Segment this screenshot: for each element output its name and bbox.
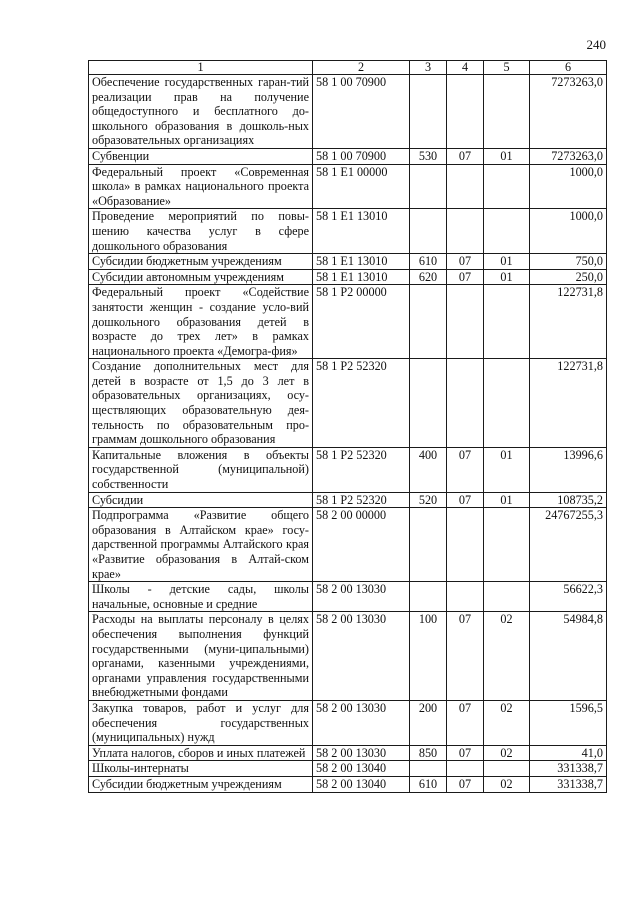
row-expense-type: 400	[410, 447, 447, 492]
row-amount: 54984,8	[530, 612, 607, 701]
row-section: 07	[447, 269, 484, 285]
row-section: 07	[447, 612, 484, 701]
table-row	[89, 269, 607, 285]
row-amount: 1000,0	[530, 209, 607, 254]
row-name: Закупка товаров, работ и услуг для обеспечения государственных (муниципальных) нужд	[89, 700, 313, 745]
row-expense-type: 610	[410, 776, 447, 792]
row-name: Школы-интернаты	[89, 761, 313, 777]
row-code: 58 2 00 13040	[313, 761, 410, 777]
table-row	[89, 75, 607, 149]
table-row	[89, 582, 607, 612]
row-subsection: 02	[484, 745, 530, 761]
table-row	[89, 745, 607, 761]
row-name: Капитальные вложения в объекты государственной (муниципальной) собственности	[89, 447, 313, 492]
table-row	[89, 508, 607, 582]
row-subsection	[484, 761, 530, 777]
row-code: 58 1 P2 52320	[313, 359, 410, 448]
row-section: 07	[447, 776, 484, 792]
row-section: 07	[447, 745, 484, 761]
row-name: Субсидии автономным учреждениям	[89, 269, 313, 285]
row-section	[447, 75, 484, 149]
row-expense-type: 620	[410, 269, 447, 285]
row-name: Федеральный проект «Содействие занятости женщин - создание усло-вий дошкольного образования детей в возрасте до трех лет» в рамках национального проекта «Демогра-фия»	[89, 285, 313, 359]
page-number: 240	[586, 37, 606, 52]
row-name: Федеральный проект «Современная школа» в рамках национального проекта «Образование»	[89, 164, 313, 209]
header-col-1: 1	[89, 61, 313, 75]
table-body	[89, 75, 607, 793]
row-amount: 24767255,3	[530, 508, 607, 582]
row-code: 58 1 P2 00000	[313, 285, 410, 359]
row-code: 58 1 P2 52320	[313, 492, 410, 508]
row-name: Субвенции	[89, 148, 313, 164]
row-subsection	[484, 75, 530, 149]
row-expense-type	[410, 761, 447, 777]
row-code: 58 1 00 70900	[313, 75, 410, 149]
row-amount: 108735,2	[530, 492, 607, 508]
row-amount: 122731,8	[530, 359, 607, 448]
row-section: 07	[447, 254, 484, 270]
row-amount: 1000,0	[530, 164, 607, 209]
table-row	[89, 254, 607, 270]
row-name: Субсидии	[89, 492, 313, 508]
row-section: 07	[447, 492, 484, 508]
row-subsection	[484, 508, 530, 582]
row-amount: 1596,5	[530, 700, 607, 745]
row-code: 58 2 00 13030	[313, 582, 410, 612]
row-subsection: 02	[484, 612, 530, 701]
row-name: Субсидии бюджетным учреждениям	[89, 776, 313, 792]
table-row	[89, 148, 607, 164]
row-name: Обеспечение государственных гаран-тий реализации прав на получение общедоступного и бесплатного до-школьного образования в дошколь-ных образовательных организациях	[89, 75, 313, 149]
row-name: Подпрограмма «Развитие общего образования в Алтайском крае» госу-дарственной программы Алтайского края «Развитие образования в Алтай-ском крае»	[89, 508, 313, 582]
row-expense-type: 850	[410, 745, 447, 761]
table-row	[89, 447, 607, 492]
row-subsection: 01	[484, 447, 530, 492]
row-amount: 122731,8	[530, 285, 607, 359]
row-expense-type	[410, 209, 447, 254]
row-expense-type: 520	[410, 492, 447, 508]
row-expense-type: 100	[410, 612, 447, 701]
row-code: 58 1 P2 52320	[313, 447, 410, 492]
row-name: Проведение мероприятий по повы-шению качества услуг в сфере дошкольного образования	[89, 209, 313, 254]
row-section: 07	[447, 447, 484, 492]
row-code: 58 1 E1 00000	[313, 164, 410, 209]
row-section	[447, 285, 484, 359]
row-subsection: 02	[484, 776, 530, 792]
row-subsection	[484, 164, 530, 209]
row-subsection: 01	[484, 254, 530, 270]
table-row	[89, 359, 607, 448]
row-name: Создание дополнительных мест для детей в возрасте от 1,5 до 3 лет в образовательных организациях, осу-ществляющих образовательную дея-тельность по образовательным про-граммам дошкольного образования	[89, 359, 313, 448]
row-section	[447, 359, 484, 448]
table-row	[89, 492, 607, 508]
row-section	[447, 209, 484, 254]
row-name: Школы - детские сады, школы начальные, основные и средние	[89, 582, 313, 612]
row-subsection: 01	[484, 269, 530, 285]
row-subsection: 02	[484, 700, 530, 745]
table-row	[89, 209, 607, 254]
row-expense-type	[410, 285, 447, 359]
row-expense-type: 200	[410, 700, 447, 745]
row-amount: 750,0	[530, 254, 607, 270]
row-amount: 331338,7	[530, 776, 607, 792]
table-row	[89, 761, 607, 777]
header-col-5: 5	[484, 61, 530, 75]
row-section	[447, 582, 484, 612]
row-subsection: 01	[484, 148, 530, 164]
row-subsection	[484, 285, 530, 359]
row-section	[447, 761, 484, 777]
row-subsection: 01	[484, 492, 530, 508]
header-col-4: 4	[447, 61, 484, 75]
row-subsection	[484, 582, 530, 612]
row-amount: 41,0	[530, 745, 607, 761]
row-amount: 7273263,0	[530, 75, 607, 149]
row-code: 58 2 00 13030	[313, 612, 410, 701]
row-section: 07	[447, 148, 484, 164]
table-row	[89, 164, 607, 209]
row-section	[447, 164, 484, 209]
row-name: Уплата налогов, сборов и иных платежей	[89, 745, 313, 761]
row-expense-type	[410, 582, 447, 612]
table-row	[89, 700, 607, 745]
header-col-6: 6	[530, 61, 607, 75]
row-amount: 331338,7	[530, 761, 607, 777]
row-name: Расходы на выплаты персоналу в целях обеспечения выполнения функций государственными (муни-ципальными) органами, казенными учреждениями, органами управления государственными внебюджетными фондами	[89, 612, 313, 701]
row-amount: 250,0	[530, 269, 607, 285]
row-amount: 56622,3	[530, 582, 607, 612]
row-expense-type	[410, 75, 447, 149]
header-row	[89, 61, 607, 75]
table-row	[89, 776, 607, 792]
row-amount: 13996,6	[530, 447, 607, 492]
row-code: 58 1 E1 13010	[313, 209, 410, 254]
table-row	[89, 612, 607, 701]
row-name: Субсидии бюджетным учреждениям	[89, 254, 313, 270]
row-amount: 7273263,0	[530, 148, 607, 164]
row-section	[447, 508, 484, 582]
row-code: 58 1 E1 13010	[313, 254, 410, 270]
row-code: 58 2 00 00000	[313, 508, 410, 582]
row-section: 07	[447, 700, 484, 745]
row-code: 58 1 E1 13010	[313, 269, 410, 285]
row-subsection	[484, 209, 530, 254]
header-col-2: 2	[313, 61, 410, 75]
header-col-3: 3	[410, 61, 447, 75]
table-row	[89, 285, 607, 359]
row-expense-type: 610	[410, 254, 447, 270]
row-subsection	[484, 359, 530, 448]
row-code: 58 2 00 13030	[313, 700, 410, 745]
row-expense-type: 530	[410, 148, 447, 164]
row-expense-type	[410, 164, 447, 209]
row-expense-type	[410, 508, 447, 582]
row-expense-type	[410, 359, 447, 448]
budget-table	[88, 60, 607, 793]
row-code: 58 1 00 70900	[313, 148, 410, 164]
row-code: 58 2 00 13040	[313, 776, 410, 792]
row-code: 58 2 00 13030	[313, 745, 410, 761]
